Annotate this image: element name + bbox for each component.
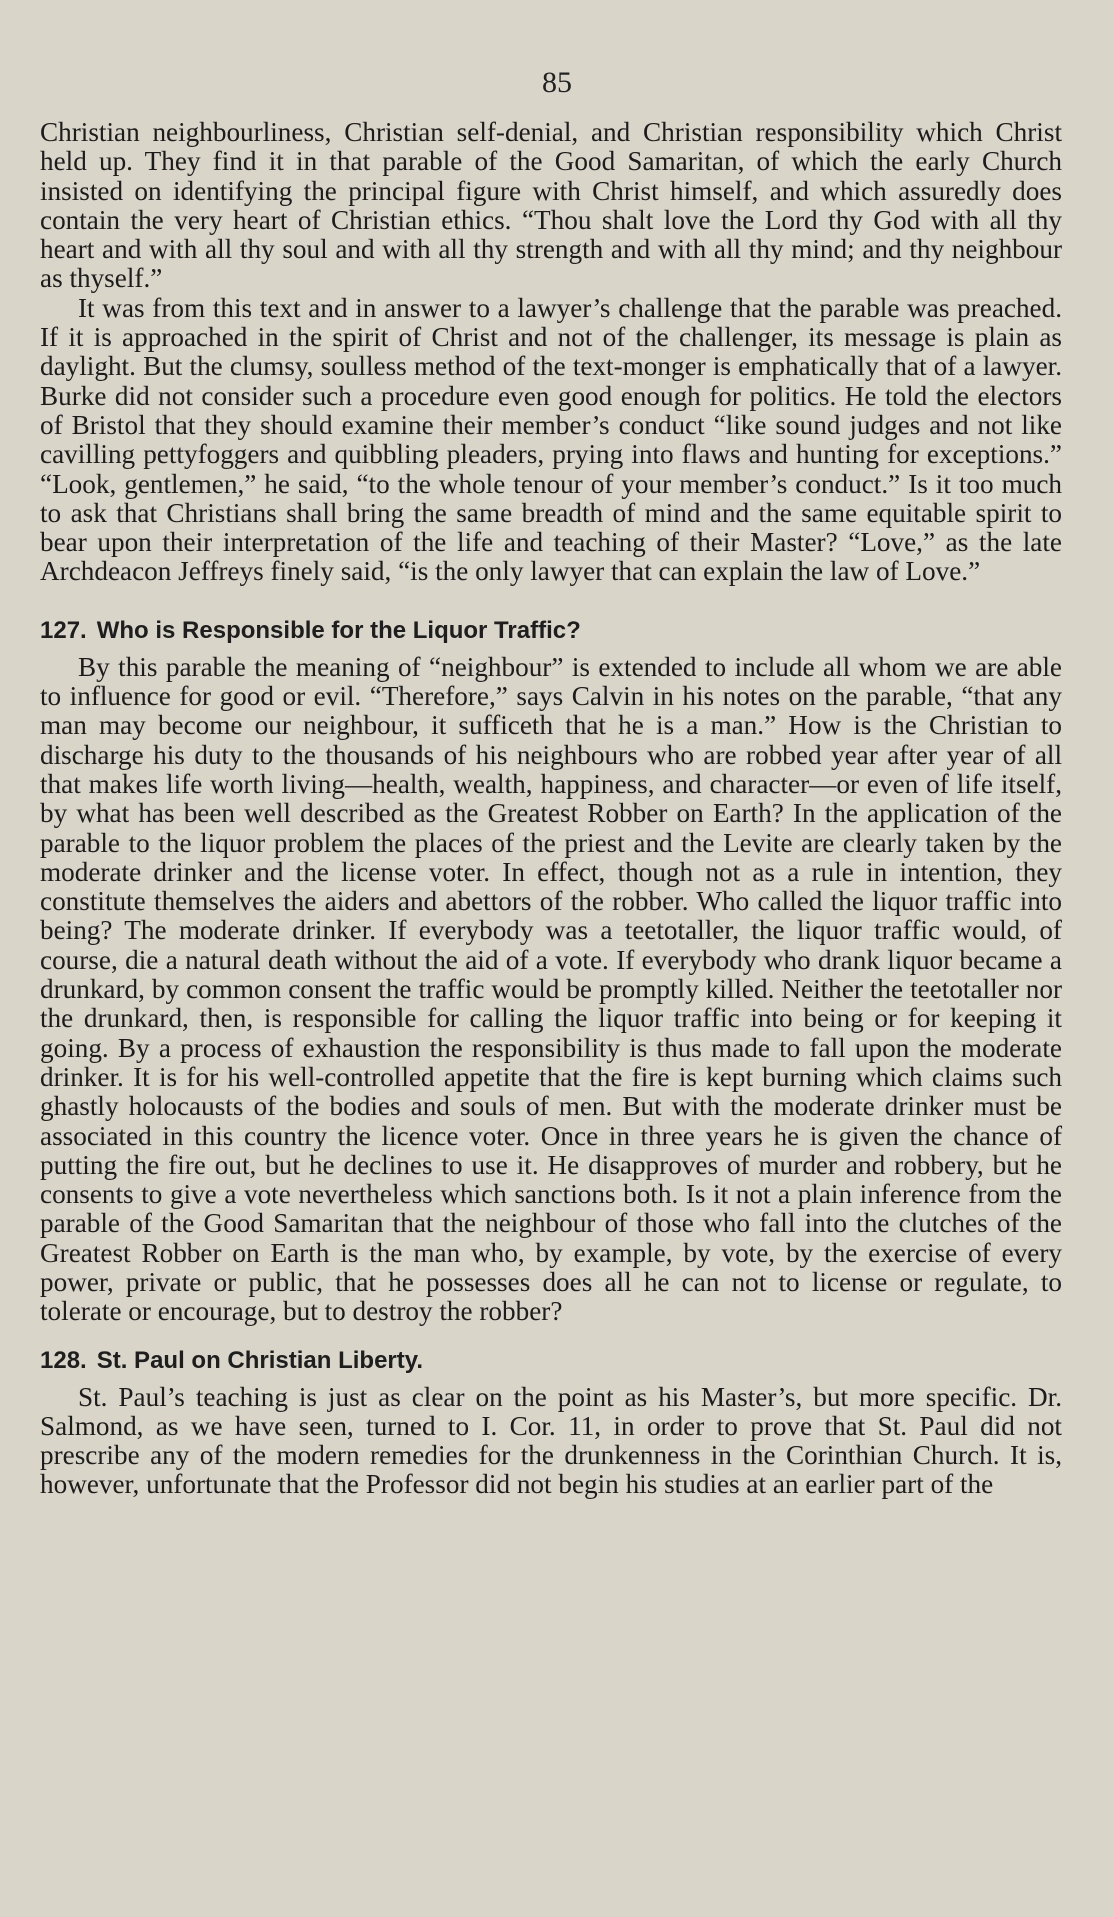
page-content xyxy=(40,118,1062,1500)
paragraph-lawyers-challenge: It was from this text and in answer to a lawyer’s challenge that the parable was preached. If it is approached in the spirit of Christ and not of the challenger, its message is plain as daylight. But the clumsy, soulless method of the text-monger is emphatically that of a lawyer. Burke did not consider such a procedure even good enough for politics. He told the electors of Bristol that they should examine their member’s conduct “like sound judges and not like cavilling pettyfoggers and quibbling pleaders, prying into flaws and hunting for exceptions.” “Look, gentlemen,” he said, “to the whole tenour of your member’s conduct.” Is it too much to ask that Christians shall bring the same breadth of mind and the same equitable spirit to bear upon their interpretation of the life and teaching of their Master? “Love,” as the late Archdeacon Jeffreys finely said, “is the only lawyer that can explain the law of Love.” xyxy=(40,292,1062,587)
section-title-127: Who is Responsible for the Liquor Traffic? xyxy=(96,616,581,644)
paragraph-st-paul: St. Paul’s teaching is just as clear on the point as his Master’s, but more specific. Dr. Salmond, as we have seen, turned to I. Cor. 11, in order to prove that St. Paul did not prescribe any of the modern remedies for the drunkenness in the Corinthian Church. It is, however, unfortunate that the Professor did not begin his studies at an earlier part of the xyxy=(40,1381,1062,1500)
section-title-128: St. Paul on Christian Liberty. xyxy=(96,1346,423,1374)
section-number-128: 128. xyxy=(40,1346,87,1374)
section-heading-127 xyxy=(40,617,1062,645)
section-number-127: 127. xyxy=(40,616,87,644)
page-number: 85 xyxy=(542,66,572,99)
paragraph-christian-neighbourliness: Christian neighbourliness, Christian self-denial, and Christian responsibility which Christ held up. They find it in that parable of the Good Samaritan, of which the early Church insisted on identifying the principal figure with Christ himself, and which assuredly does contain the very heart of Christian ethics. “Thou shalt love the Lord thy God with all thy heart and with all thy soul and with all thy strength and with all thy mind; and thy neighbour as thyself.” xyxy=(40,117,1062,294)
section-heading-128 xyxy=(40,1347,1062,1375)
paragraph-liquor-traffic: By this parable the meaning of “neighbour” is extended to include all whom we are able to influence for good or evil. “Therefore,” says Calvin in his notes on the parable, “that any man may become our neighbour, it sufficeth that he is a man.” How is the Christian to discharge his duty to the thousands of his neighbours who are robbed year after year of all that makes life worth living—health, wealth, happiness, and character—or even of life itself, by what has been well described as the Greatest Robber on Earth? In the application of the parable to the liquor problem the places of the priest and the Levite are clearly taken by the moderate drinker and the license voter. In effect, though not as a rule in intention, they constitute themselves the aiders and abettors of the robber. Who called the liquor traffic into being? The moderate drinker. If everybody was a teetotaller, the liquor traffic would, of course, die a natural death without the aid of a vote. If everybody who drank liquor became a drunkard, by common consent the traffic would be promptly killed. Neither the teetotaller nor the drunkard, then, is responsible for calling the liquor traffic into being or for keeping it going. By a process of exhaustion the responsibility is thus made to fall upon the moderate drinker. It is for his well-controlled appetite that the fire is kept burning which claims such ghastly holocausts of the bodies and souls of men. But with the moderate drinker must be associated in this country the licence voter. Once in three years he is given the chance of putting the fire out, but he declines to use it. He disapproves of murder and robbery, but he consents to give a vote nevertheless which sanctions both. Is it not a plain inference from the parable of the Good Samaritan that the neighbour of those who fall into the clutches of the Greatest Robber on Earth is the man who, by example, by vote, by the exercise of every power, private or public, that he possesses does all he can not to license or regulate, to tolerate or encourage, but to destroy the robber? xyxy=(40,651,1062,1327)
